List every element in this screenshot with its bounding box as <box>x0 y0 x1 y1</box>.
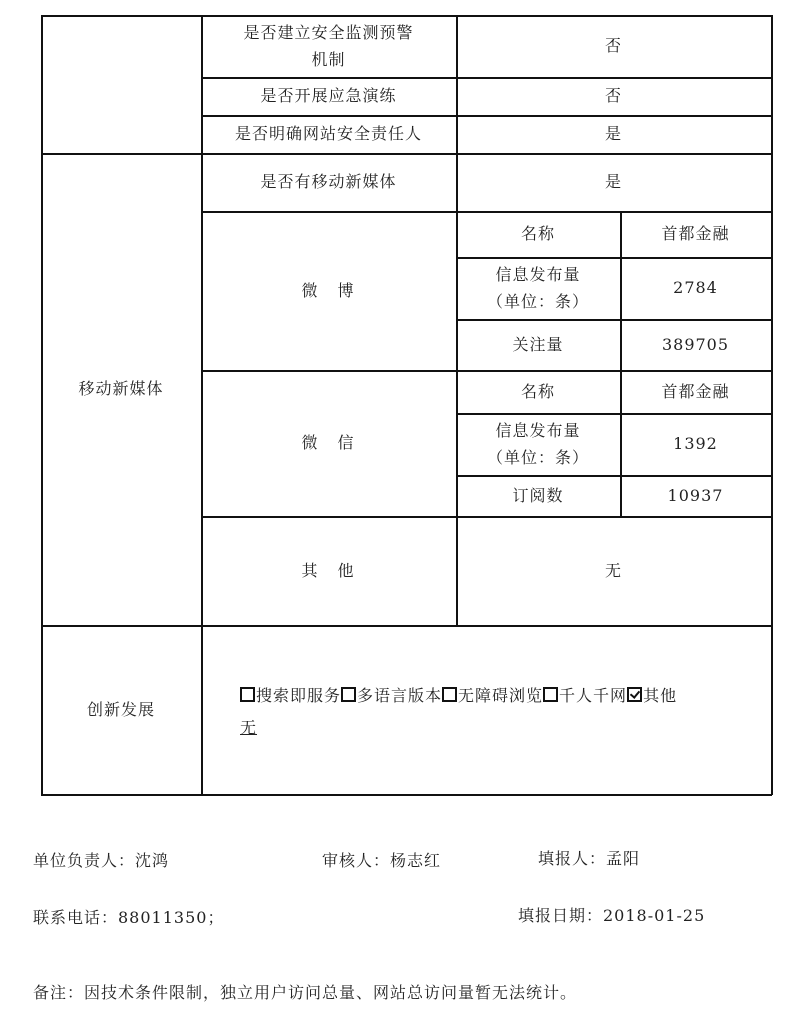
innovation-other-value: 无 <box>240 718 258 737</box>
security-monitoring-label <box>201 15 456 77</box>
other-media-value: 无 <box>604 560 622 580</box>
filler: 填报人：孟阳 <box>538 849 641 868</box>
option-multilingual[interactable] <box>341 686 442 705</box>
security-owner-label: 是否明确网站安全责任人 <box>234 124 422 143</box>
label-line: 机制 <box>311 50 346 69</box>
innovation-section-label: 创新发展 <box>86 699 155 719</box>
option-label: 其他 <box>643 686 678 705</box>
emergency-drill-label: 是否开展应急演练 <box>260 86 397 105</box>
wechat-subscribers-value: 10937 <box>667 485 724 505</box>
table-border-bottom <box>41 794 772 796</box>
checkbox-icon[interactable] <box>543 687 558 702</box>
label-line: （单位：条） <box>486 448 589 467</box>
option-label: 无障碍浏览 <box>458 686 544 705</box>
label-line: （单位：条） <box>486 292 589 311</box>
label-line: 信息发布量 <box>495 265 581 284</box>
weibo-posts-value: 2784 <box>673 278 718 297</box>
innovation-options <box>240 680 770 744</box>
option-label: 千人千网 <box>559 686 628 705</box>
weibo-posts-label <box>456 257 620 319</box>
has-mobile-media-value: 是 <box>604 172 622 191</box>
label-line: 信息发布量 <box>495 421 581 440</box>
other-media-label: 其 他 <box>301 560 356 580</box>
checkbox-icon[interactable] <box>341 687 356 702</box>
weibo-followers-value: 389705 <box>661 334 730 354</box>
option-label: 搜索即服务 <box>256 686 342 705</box>
option-search-as-service[interactable] <box>240 686 341 705</box>
wechat-posts-label <box>456 413 620 475</box>
mobile-media-section-label: 移动新媒体 <box>78 379 164 398</box>
emergency-drill-value: 否 <box>604 86 622 105</box>
security-owner-value: 是 <box>604 124 622 143</box>
fill-date: 填报日期：2018-01-25 <box>518 906 706 925</box>
note: 备注：因技术条件限制，独立用户访问总量、网站总访问量暂无法统计。 <box>33 983 578 1002</box>
security-monitoring-value: 否 <box>604 36 622 55</box>
weibo-followers-label: 关注量 <box>512 334 564 354</box>
wechat-label: 微 信 <box>301 433 356 452</box>
wechat-name-value: 首都金融 <box>661 381 730 401</box>
option-personalized[interactable] <box>543 686 627 705</box>
contact-phone: 联系电话：88011350； <box>33 908 225 927</box>
weibo-name-value: 首都金融 <box>661 224 730 243</box>
option-other[interactable] <box>627 686 677 705</box>
option-accessibility[interactable] <box>442 686 543 705</box>
checkbox-icon[interactable] <box>442 687 457 702</box>
weibo-label: 微 博 <box>301 280 356 300</box>
reviewer: 审核人：杨志红 <box>322 851 442 870</box>
wechat-name-label: 名称 <box>520 381 555 401</box>
unit-head: 单位负责人：沈鸿 <box>33 851 170 870</box>
weibo-name-label: 名称 <box>520 224 555 243</box>
label-line: 是否建立安全监测预警 <box>243 23 414 42</box>
checkbox-icon[interactable] <box>240 687 255 702</box>
option-label: 多语言版本 <box>357 686 443 705</box>
table-border-right <box>771 15 773 795</box>
wechat-posts-value: 1392 <box>673 434 718 453</box>
has-mobile-media-label: 是否有移动新媒体 <box>260 172 397 191</box>
checkbox-checked-icon[interactable] <box>627 687 642 702</box>
wechat-subscribers-label: 订阅数 <box>512 485 564 505</box>
